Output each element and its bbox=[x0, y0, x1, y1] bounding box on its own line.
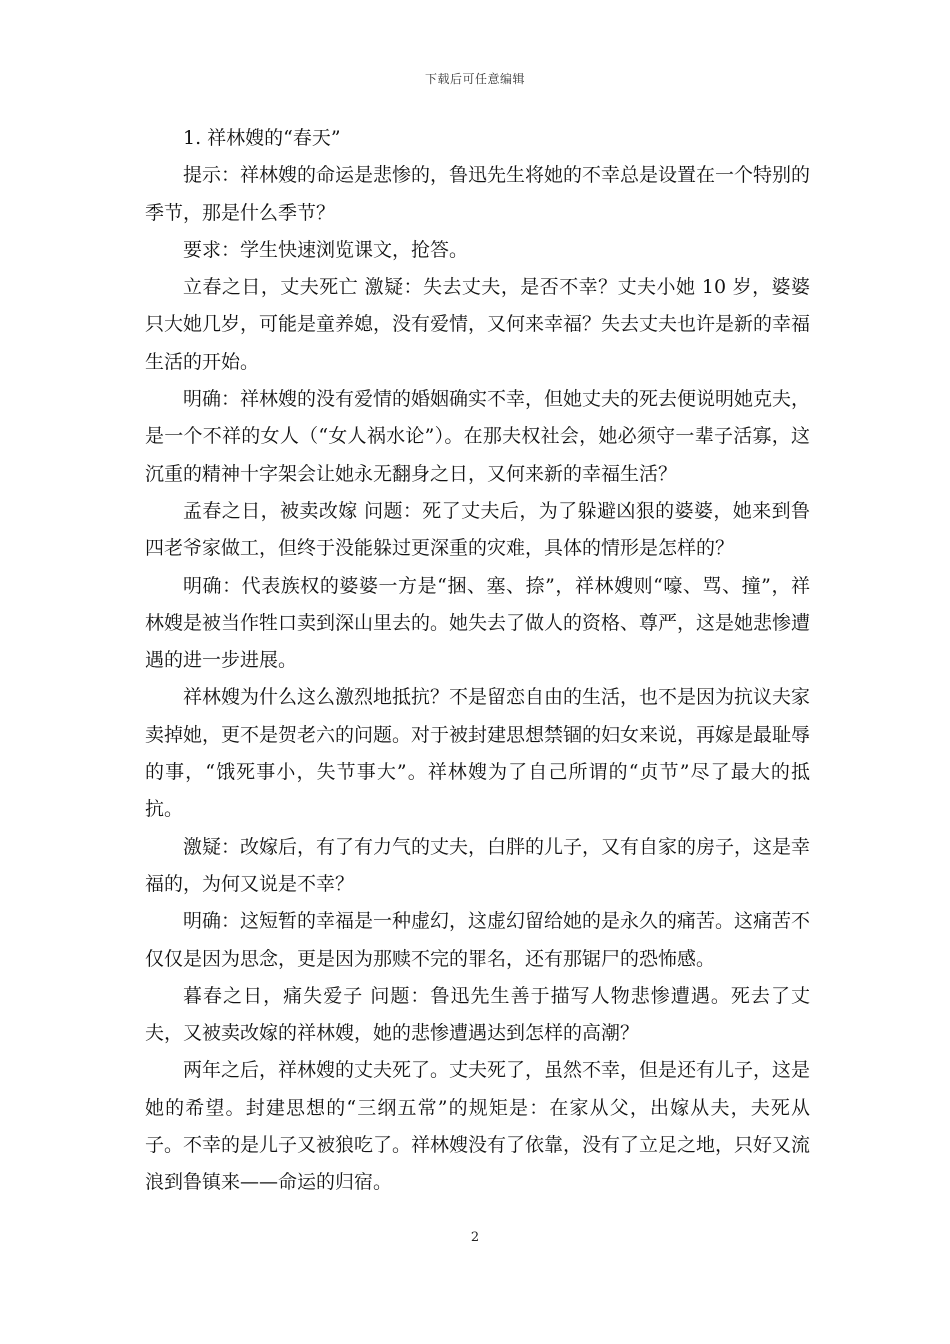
page-header: 下载后可任意编辑 bbox=[424, 72, 525, 86]
page-number: 2 bbox=[470, 1230, 480, 1245]
paragraph-clarification-3: 明确：这短暂的幸福是一种虚幻，这虚幻留给她的是永久的痛苦。这痛苦不仅仅是因为思念，更是因为那赎不完的罪名，还有那锯尸的恐怖感。 bbox=[145, 910, 811, 970]
paragraph-requirement: 要求：学生快速浏览课文，抢答。 bbox=[183, 238, 469, 261]
paragraph-clarification-1: 明确：祥林嫂的没有爱情的婚姻确实不幸，但她丈夫的死去便说明她克夫，是一个不祥的女人（“女人祸水论”）。在那夫权社会，她必须守一辈子活寡，这沉重的精神十字架会让她永无翻身之日，又何来新的幸福生活？ bbox=[145, 388, 811, 485]
paragraph-question-remarriage: 激疑：改嫁后，有了有力气的丈夫，白胖的儿子，又有自家的房子，这是幸福的，为何又说是不幸？ bbox=[145, 835, 811, 895]
paragraph-fate: 两年之后，祥林嫂的丈夫死了。丈夫死了，虽然不幸，但是还有儿子，这是她的希望。封建思想的“三纲五常”的规矩是：在家从父，出嫁从夫，夫死从子。不幸的是儿子又被狼吃了。祥林嫂没有了依靠，没有了立足之地，只好又流浪到鲁镇来——命运的归宿。 bbox=[145, 1059, 811, 1194]
paragraph-hint: 提示：祥林嫂的命运是悲惨的，鲁迅先生将她的不幸总是设置在一个特别的季节，那是什么季节？ bbox=[145, 164, 811, 224]
paragraph-late-spring: 暮春之日，痛失爱子 问题：鲁迅先生善于描写人物悲惨遭遇。死去了丈夫，又被卖改嫁的祥林嫂，她的悲惨遭遇达到怎样的高潮？ bbox=[145, 984, 810, 1045]
paragraph-early-spring: 立春之日，丈夫死亡 激疑：失去丈夫，是否不幸？丈夫小她 10 岁，婆婆只大她几岁，可能是童养媳，没有爱情，又何来幸福？失去丈夫也许是新的幸福生活的开始。 bbox=[145, 276, 811, 373]
document-body bbox=[145, 120, 810, 1202]
paragraph-mid-spring: 孟春之日，被卖改嫁 问题：死了丈夫后，为了躲避凶狠的婆婆，她来到鲁四老爷家做工，但终于没能躲过更深重的灾难，具体的情形是怎样的？ bbox=[145, 499, 810, 560]
section-heading: 1. 祥林嫂的“春天” bbox=[183, 127, 341, 149]
paragraph-resistance: 祥林嫂为什么这么激烈地抵抗？不是留恋自由的生活，也不是因为抗议夫家卖掉她，更不是贺老六的问题。对于被封建思想禁锢的妇女来说，再嫁是最耻辱的事，“饿死事小，失节事大”。祥林嫂为了自己所谓的“贞节”尽了最大的抵抗。 bbox=[145, 686, 811, 821]
paragraph-clarification-2: 明确：代表族权的婆婆一方是“捆、塞、捺”，祥林嫂则“嚎、骂、撞”，祥林嫂是被当作牲口卖到深山里去的。她失去了做人的资格、尊严，这是她悲惨遭遇的进一步进展。 bbox=[145, 574, 811, 672]
